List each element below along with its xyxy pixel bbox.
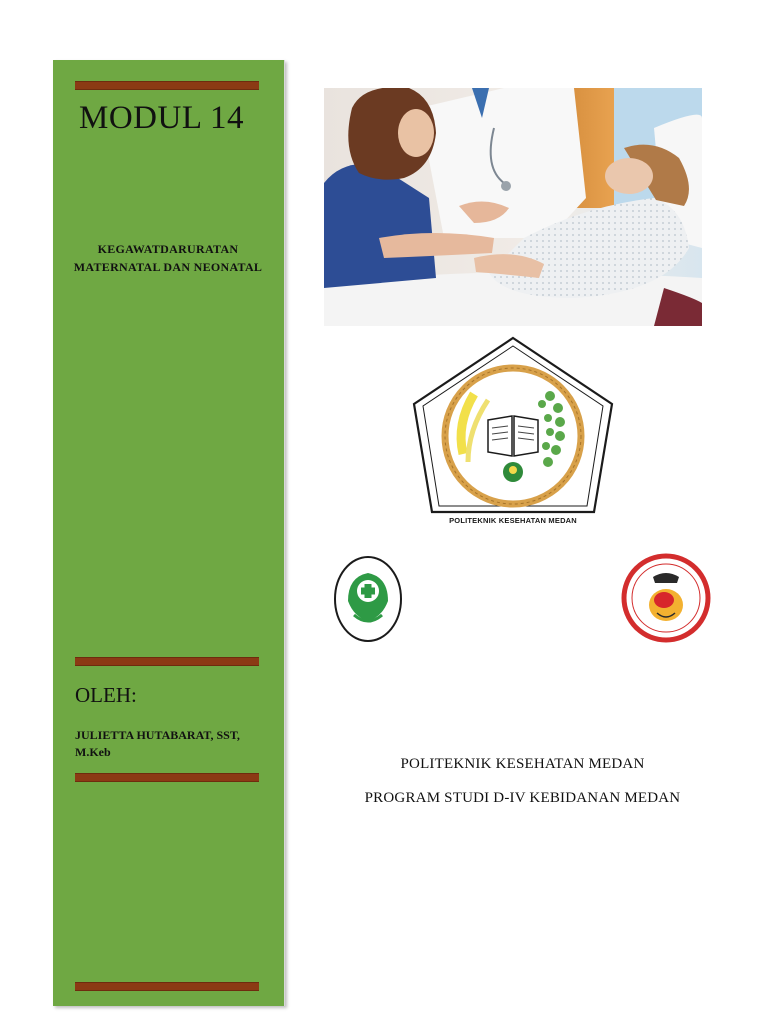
medical-consultation-photo — [324, 88, 702, 326]
divider-rule-middle — [75, 657, 259, 666]
divider-rule-bottom — [75, 982, 259, 991]
author-label: OLEH: — [75, 683, 137, 707]
author-name: JULIETTA HUTABARAT, SST, M.Keb — [75, 728, 240, 759]
cover-sidebar — [53, 60, 285, 1006]
pentagon-emblem-icon — [408, 334, 618, 534]
module-title: MODUL 14 — [79, 100, 245, 136]
module-subtitle: KEGAWATDARURATAN MATERNATAL DAN NEONATAL — [73, 242, 263, 274]
institution-name: POLITEKNIK KESEHATAN MEDAN — [400, 756, 645, 772]
bakti-husada-logo — [332, 555, 404, 645]
bidan-indonesia-logo — [619, 553, 713, 643]
divider-rule-top — [75, 81, 259, 90]
bakti-husada-logo-icon — [332, 555, 404, 645]
study-program: PROGRAM STUDI D-IV KEBIDANAN MEDAN — [364, 790, 681, 806]
divider-rule-lower — [75, 773, 259, 782]
emblem-label: POLITEKNIK KESEHATAN MEDAN — [449, 516, 577, 525]
poltekkes-emblem — [408, 334, 618, 534]
bidan-indonesia-logo-icon — [619, 553, 713, 643]
